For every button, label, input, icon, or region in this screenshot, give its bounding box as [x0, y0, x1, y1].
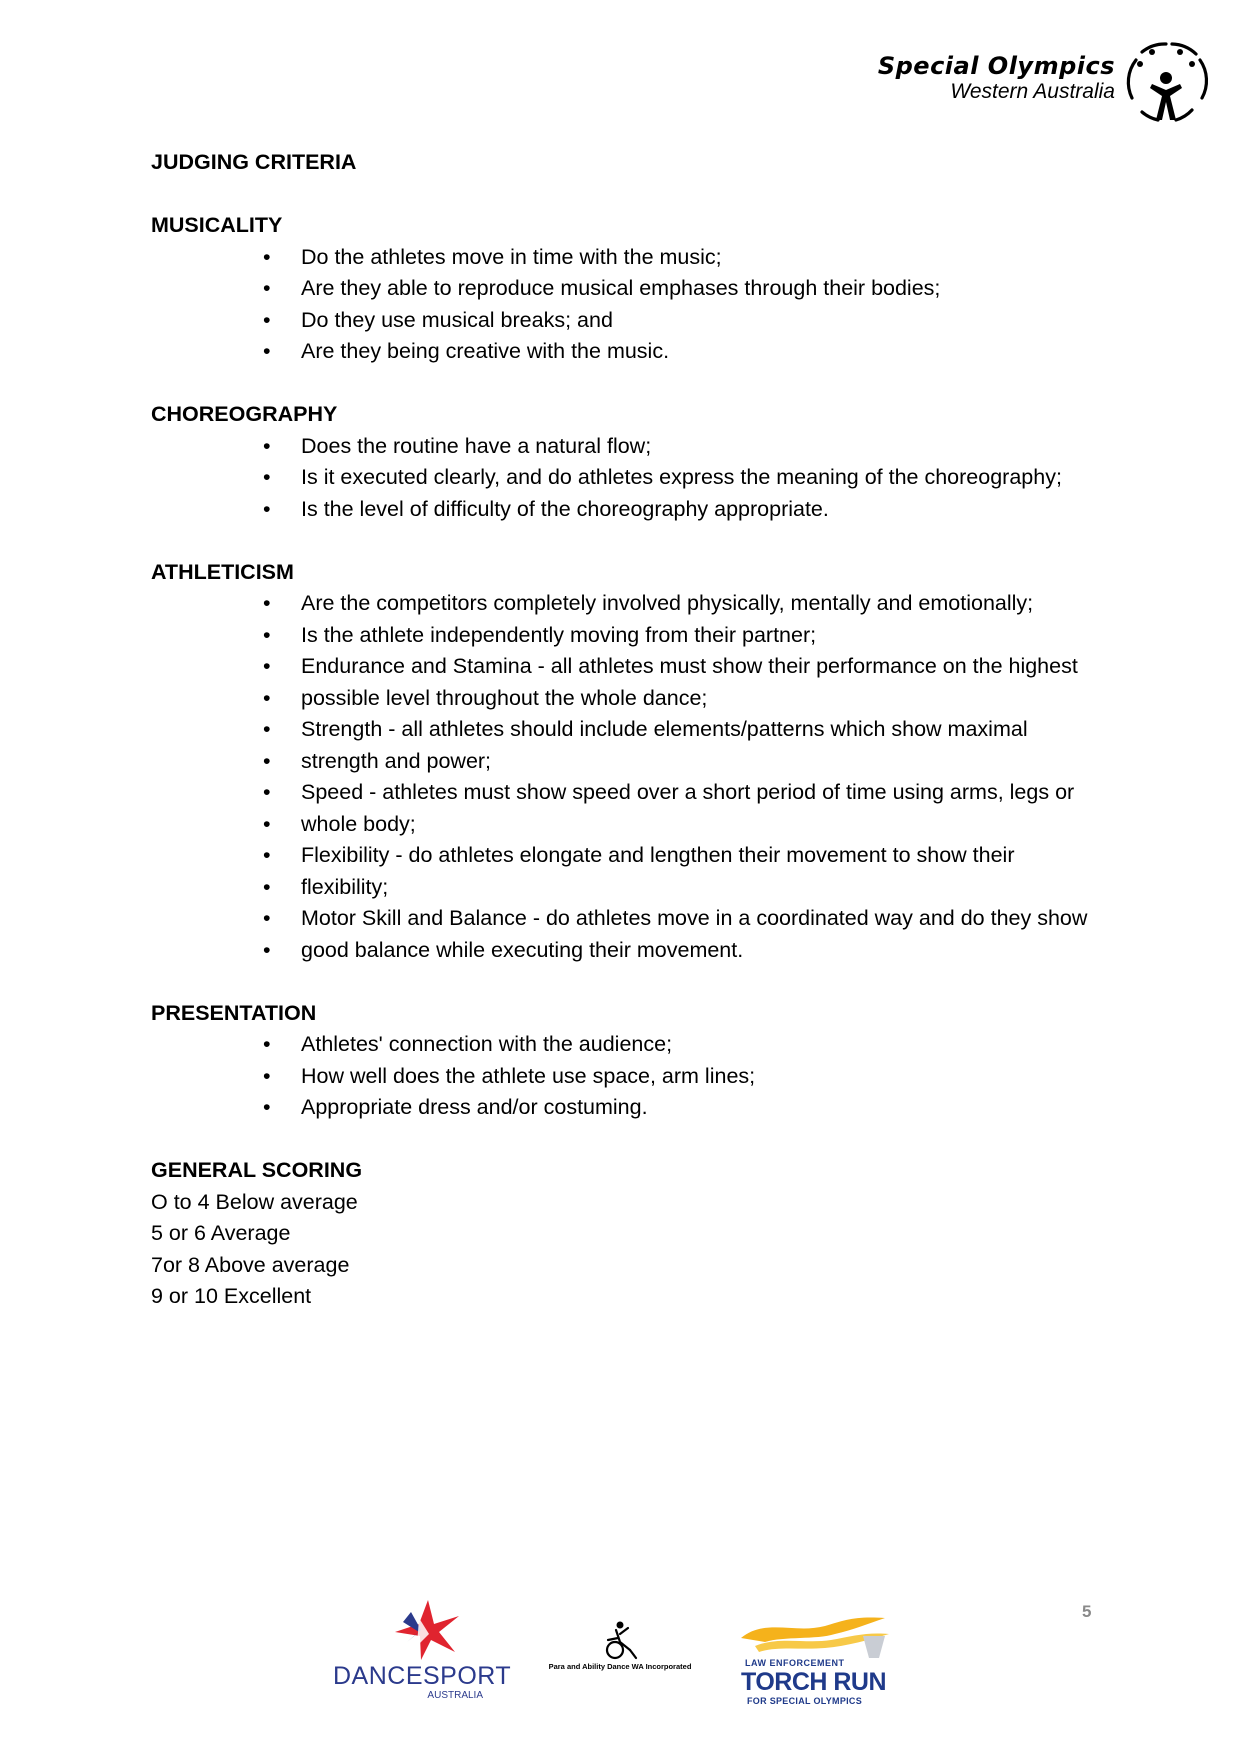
list-item: • Athletes' connection with the audience;: [151, 1029, 1101, 1061]
wheelchair-dancer-icon: [520, 1620, 720, 1660]
list-item: • flexibility;: [151, 872, 1101, 904]
para-dance-name: Para and Ability Dance WA Incorporated: [548, 1662, 692, 1671]
score-line: 7or 8 Above average: [151, 1252, 350, 1277]
document-body: [151, 147, 1101, 1313]
list-item: • Is the athlete independently moving from their partner;: [151, 620, 1101, 652]
score-line: 9 or 10 Excellent: [151, 1284, 312, 1308]
org-subtitle: Western Australia: [950, 80, 1115, 103]
section-heading: MUSICALITY: [151, 213, 283, 237]
para-ability-dance-logo: [520, 1620, 720, 1680]
list-item: • Motor Skill and Balance - do athletes move in a coordinated way and do they show: [151, 903, 1101, 935]
dancesport-australia-logo: [333, 1598, 512, 1701]
list-item: • How well does the athlete use space, arm lines;: [151, 1061, 1101, 1093]
list-item: • Are they being creative with the music.: [151, 336, 1101, 368]
star-icon: [333, 1598, 503, 1662]
list-item: • Is it executed clearly, and do athletes express the meaning of the choreography;: [151, 462, 1101, 494]
list-item: • strength and power;: [151, 746, 1101, 778]
list-item: • Endurance and Stamina - all athletes must show their performance on the highest: [151, 651, 1101, 683]
score-line: 5 or 6 Average: [151, 1221, 291, 1245]
flame-icon: [735, 1612, 905, 1660]
dancesport-name: DANCESPORT: [333, 1662, 512, 1690]
criteria-list: [151, 588, 1101, 966]
dancesport-sub: AUSTRALIA: [427, 1690, 483, 1701]
section-heading: CHOREOGRAPHY: [151, 402, 338, 426]
list-item: • Do the athletes move in time with the music;: [151, 242, 1101, 274]
list-item: • Are they able to reproduce musical emphases through their bodies;: [151, 273, 1101, 305]
list-item: • good balance while executing their movement.: [151, 935, 1101, 967]
list-item: • Is the level of difficulty of the choreography appropriate.: [151, 494, 1101, 526]
torch-top-text: LAW ENFORCEMENT: [745, 1658, 845, 1668]
list-item: • Are the competitors completely involved physically, mentally and emotionally;: [151, 588, 1101, 620]
criteria-list: [151, 431, 1101, 526]
criteria-list: [151, 242, 1101, 368]
criteria-list: [151, 1029, 1101, 1124]
section-musicality: [151, 210, 1101, 368]
section-presentation: [151, 998, 1101, 1124]
section-athleticism: [151, 557, 1101, 967]
torch-bottom-text: FOR SPECIAL OLYMPICS: [747, 1696, 863, 1706]
section-general-scoring: [151, 1155, 1101, 1313]
list-item: • Speed - athletes must show speed over a short period of time using arms, legs or: [151, 777, 1101, 809]
section-heading: GENERAL SCORING: [151, 1158, 363, 1182]
score-line: O to 4 Below average: [151, 1189, 358, 1214]
section-heading: PRESENTATION: [151, 1000, 317, 1025]
org-title: Special Olympics: [877, 52, 1115, 80]
list-item: • whole body;: [151, 809, 1101, 841]
torch-main-text: TORCH RUN: [741, 1668, 887, 1696]
document-title: JUDGING CRITERIA: [151, 150, 357, 174]
section-choreography: [151, 399, 1101, 525]
section-heading: ATHLETICISM: [151, 559, 294, 584]
list-item: • Strength - all athletes should include elements/patterns which show maximal: [151, 714, 1101, 746]
special-olympics-emblem-icon: [1122, 38, 1210, 126]
torch-run-logo: [735, 1612, 905, 1707]
list-item: • Flexibility - do athletes elongate and lengthen their movement to show their: [151, 840, 1101, 872]
list-item: • possible level throughout the whole dance;: [151, 683, 1101, 715]
special-olympics-logo: [850, 38, 1210, 128]
list-item: • Appropriate dress and/or costuming.: [151, 1092, 1101, 1124]
list-item: • Does the routine have a natural flow;: [151, 431, 1101, 463]
page-number: 5: [1082, 1602, 1092, 1621]
list-item: • Do they use musical breaks; and: [151, 305, 1101, 337]
